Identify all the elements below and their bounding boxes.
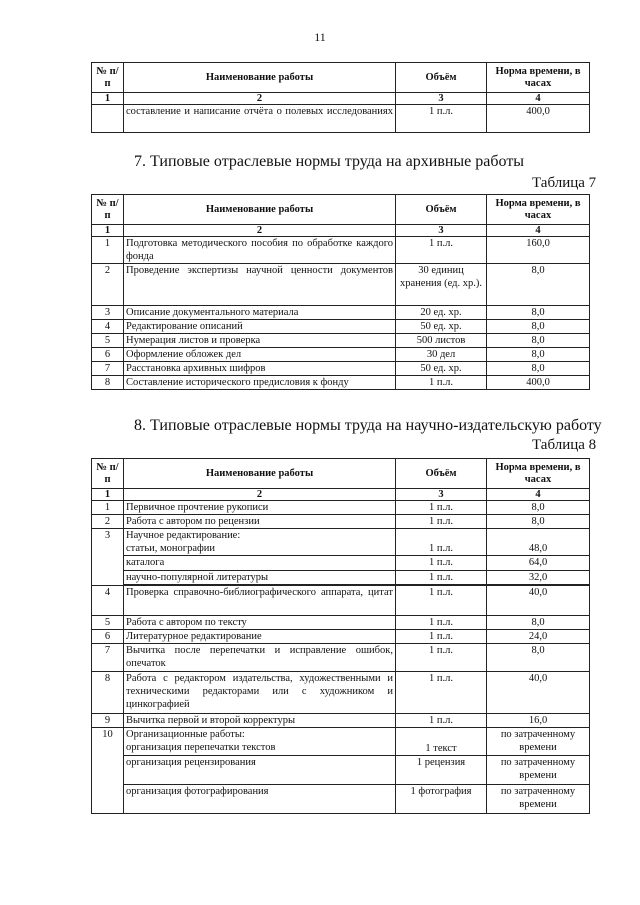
- row-norm: 8,0: [487, 515, 590, 529]
- col-index: 1: [92, 93, 124, 105]
- col-header-name: Наименование работы: [124, 195, 396, 225]
- row-norm: 64,0: [487, 556, 590, 571]
- row-group-title: Организационные работы:: [126, 729, 245, 740]
- col-index: 2: [124, 225, 396, 237]
- table-row: [92, 586, 590, 616]
- table-row: [92, 556, 590, 571]
- row-volume: 1 п.л.: [396, 529, 487, 556]
- table-row: [92, 334, 590, 348]
- row-norm: 8,0: [487, 501, 590, 515]
- sub-row-name: научно-популярной литературы: [124, 571, 396, 585]
- row-volume: 1 п.л.: [396, 501, 487, 515]
- row-name: Нумерация листов и проверка: [124, 334, 396, 348]
- table-row: [92, 728, 590, 756]
- row-num: 9: [92, 714, 124, 728]
- table-row: [92, 571, 590, 585]
- col-header-norm: Норма времени, в часах: [487, 195, 590, 225]
- section-8-heading: 8. Типовые отраслевые нормы труда на научно-издательскую работу: [134, 417, 602, 434]
- row-name: Проверка справочно-библиографического аппарата, цитат: [124, 586, 396, 616]
- row-name: Работа с автором по рецензии: [124, 515, 396, 529]
- col-index: 3: [396, 93, 487, 105]
- sub-row-name: организация рецензирования: [124, 756, 396, 785]
- row-volume: 30 дел: [396, 348, 487, 362]
- row-name: Подготовка методического пособия по обработке каждого фонда: [124, 237, 396, 264]
- row-norm: 32,0: [487, 571, 590, 585]
- row-num: 10: [92, 728, 124, 814]
- table-8: [91, 458, 590, 814]
- table-continuation: [91, 62, 590, 133]
- col-header-num: № п/п: [92, 459, 124, 489]
- row-norm: 16,0: [487, 714, 590, 728]
- row-volume: 30 единиц хранения (ед. хр.).: [396, 264, 487, 306]
- row-num: 6: [92, 630, 124, 644]
- row-name: Вычитка первой и второй корректуры: [124, 714, 396, 728]
- row-norm: 8,0: [487, 644, 590, 672]
- row-norm: 24,0: [487, 630, 590, 644]
- row-volume: 1 фотография: [396, 785, 487, 814]
- col-header-num: № п/п: [92, 195, 124, 225]
- row-norm: по затраченному времени: [487, 785, 590, 814]
- row-num: 7: [92, 644, 124, 672]
- row-norm: 400,0: [487, 105, 590, 133]
- row-num: 7: [92, 362, 124, 376]
- table-row: [92, 320, 590, 334]
- row-num: 1: [92, 237, 124, 264]
- table-8-caption: Таблица 8: [532, 437, 597, 453]
- col-index: 3: [396, 489, 487, 501]
- row-num: 2: [92, 264, 124, 306]
- row-num: 5: [92, 334, 124, 348]
- table-row: [92, 501, 590, 515]
- col-header-name: Наименование работы: [124, 459, 396, 489]
- col-header-volume: Объём: [396, 195, 487, 225]
- row-volume: 1 п.л.: [396, 237, 487, 264]
- row-name: Расстановка архивных шифров: [124, 362, 396, 376]
- row-volume: 1 п.л.: [396, 571, 487, 585]
- row-name: Вычитка после перепечатки и исправление ошибок, опечаток: [124, 644, 396, 672]
- row-name: Оформление обложек дел: [124, 348, 396, 362]
- row-name: Работа с автором по тексту: [124, 616, 396, 630]
- table-row: [92, 348, 590, 362]
- row-num: 3: [92, 306, 124, 320]
- row-volume: 500 листов: [396, 334, 487, 348]
- row-volume: 1 п.л.: [396, 586, 487, 616]
- col-index: 4: [487, 489, 590, 501]
- row-volume: 1 п.л.: [396, 616, 487, 630]
- row-name: Проведение экспертизы научной ценности документов: [124, 264, 396, 306]
- col-index: 4: [487, 225, 590, 237]
- sub-row-name: каталога: [124, 556, 396, 571]
- row-norm: 8,0: [487, 334, 590, 348]
- row-name: [124, 529, 396, 556]
- table-row: [92, 376, 590, 390]
- row-norm: по затраченному времени: [487, 728, 590, 756]
- table-row: [92, 630, 590, 644]
- row-name: Описание документального материала: [124, 306, 396, 320]
- row-volume: 50 ед. хр.: [396, 362, 487, 376]
- row-norm: 400,0: [487, 376, 590, 390]
- col-index: 1: [92, 225, 124, 237]
- row-num: 8: [92, 672, 124, 714]
- table-row: [92, 714, 590, 728]
- row-norm: 8,0: [487, 362, 590, 376]
- row-norm: 8,0: [487, 306, 590, 320]
- row-name: составление и написание отчёта о полевых исследованиях: [124, 105, 396, 133]
- col-header-volume: Объём: [396, 63, 487, 93]
- table-row: [92, 362, 590, 376]
- row-norm: 40,0: [487, 586, 590, 616]
- row-norm: 48,0: [487, 529, 590, 556]
- row-num: 4: [92, 586, 124, 616]
- col-index: 2: [124, 489, 396, 501]
- row-name: Редактирование описаний: [124, 320, 396, 334]
- row-volume: 1 п.л.: [396, 672, 487, 714]
- table-row: [92, 264, 590, 306]
- row-norm: 8,0: [487, 616, 590, 630]
- page-number: 11: [314, 30, 326, 44]
- row-name: Работа с редактором издательства, художественными и техническими редакторами или с художником и цинкографией: [124, 672, 396, 714]
- row-volume: 1 текст: [396, 728, 487, 756]
- row-num: 8: [92, 376, 124, 390]
- table-row: [92, 237, 590, 264]
- table-row: [92, 756, 590, 785]
- sub-row-name: статьи, монографии: [126, 543, 216, 554]
- col-index: 4: [487, 93, 590, 105]
- row-volume: 1 п.л.: [396, 556, 487, 571]
- sub-row-name: организация перепечатки текстов: [126, 742, 276, 753]
- table-row: [92, 515, 590, 529]
- col-index: 3: [396, 225, 487, 237]
- row-volume: 1 п.л.: [396, 515, 487, 529]
- row-volume: 1 п.л.: [396, 644, 487, 672]
- col-header-name: Наименование работы: [124, 63, 396, 93]
- table-row: [92, 306, 590, 320]
- row-norm: по затраченному времени: [487, 756, 590, 785]
- table-row: [92, 644, 590, 672]
- row-norm: 8,0: [487, 348, 590, 362]
- table-row: [92, 616, 590, 630]
- table-row: [92, 105, 590, 133]
- row-norm: 40,0: [487, 672, 590, 714]
- row-num: 2: [92, 515, 124, 529]
- table-7-caption: Таблица 7: [532, 175, 597, 191]
- row-name: Первичное прочтение рукописи: [124, 501, 396, 515]
- row-name: [124, 728, 396, 756]
- row-name: Составление исторического предисловия к фонду: [124, 376, 396, 390]
- row-volume: 1 п.л.: [396, 714, 487, 728]
- row-volume: 1 п.л.: [396, 376, 487, 390]
- row-num: 1: [92, 501, 124, 515]
- table-row: [92, 672, 590, 714]
- row-volume: 1 п.л.: [396, 105, 487, 133]
- row-volume: 50 ед. хр.: [396, 320, 487, 334]
- row-group-title: Научное редактирование:: [126, 530, 241, 541]
- row-volume: 20 ед. хр.: [396, 306, 487, 320]
- table-row: [92, 529, 590, 556]
- col-index: 1: [92, 489, 124, 501]
- row-norm: 160,0: [487, 237, 590, 264]
- section-7-heading: 7. Типовые отраслевые нормы труда на архивные работы: [134, 153, 525, 170]
- row-num: 4: [92, 320, 124, 334]
- row-num: 5: [92, 616, 124, 630]
- row-num: 3: [92, 529, 124, 586]
- row-volume: 1 рецензия: [396, 756, 487, 785]
- sub-row-name: организация фотографирования: [124, 785, 396, 814]
- table-7: [91, 194, 590, 390]
- row-norm: 8,0: [487, 264, 590, 306]
- row-num: 6: [92, 348, 124, 362]
- table-row: [92, 785, 590, 814]
- col-header-norm: Норма времени, в часах: [487, 459, 590, 489]
- row-volume: 1 п.л.: [396, 630, 487, 644]
- row-norm: 8,0: [487, 320, 590, 334]
- col-header-num: № п/п: [92, 63, 124, 93]
- col-header-norm: Норма времени, в часах: [487, 63, 590, 93]
- col-index: 2: [124, 93, 396, 105]
- row-num: [92, 105, 124, 133]
- row-name: Литературное редактирование: [124, 630, 396, 644]
- col-header-volume: Объём: [396, 459, 487, 489]
